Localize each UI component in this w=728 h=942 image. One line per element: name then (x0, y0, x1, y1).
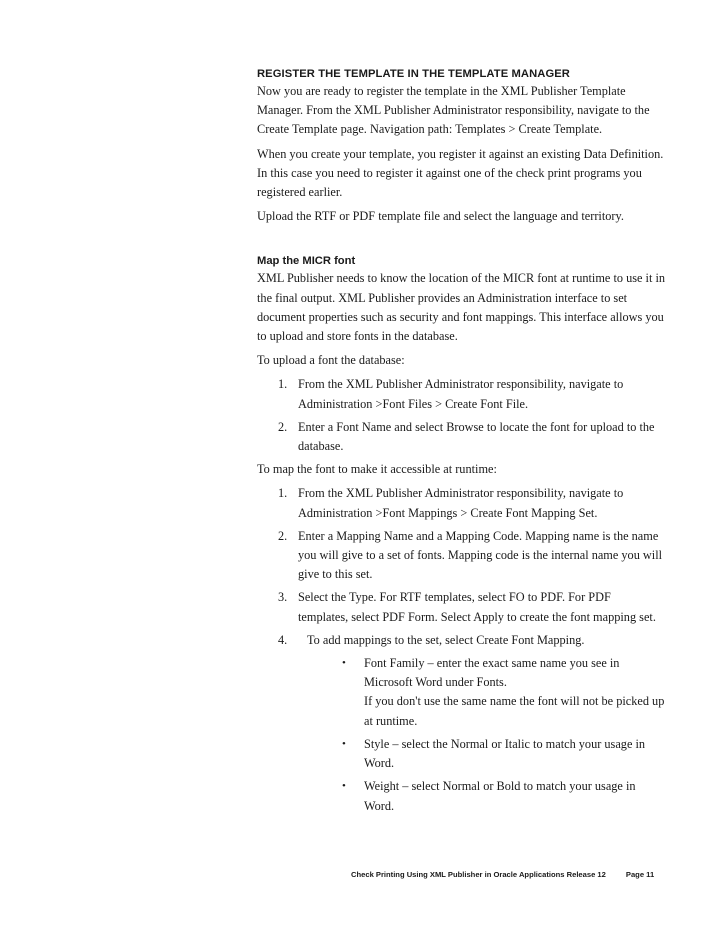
list-item (257, 777, 677, 815)
map-intro: To map the font to make it accessible at runtime: (257, 462, 497, 477)
footer-title: Check Printing Using XML Publisher in Oracle Applications Release 12 (351, 870, 606, 879)
list-item (257, 375, 677, 413)
text-line: Microsoft Word under Fonts. (364, 675, 507, 690)
page-footer (351, 870, 654, 879)
bullet-icon: • (342, 780, 346, 793)
section-heading-micr: Map the MICR font (257, 255, 356, 268)
upload-steps-list (257, 375, 677, 456)
step-number: 2. (278, 419, 288, 434)
text-line: Administration >Font Mappings > Create Font Mapping Set. (298, 505, 598, 520)
text-line: When you create your template, you register it against an existing Data Definition. (257, 146, 664, 161)
text-line: If you don't use the same name the font will not be picked up (364, 694, 665, 709)
text-line: Word. (364, 756, 395, 771)
micr-paragraph-1 (257, 269, 677, 346)
list-item (257, 588, 677, 626)
list-item (257, 484, 677, 522)
text-line: Select the Type. For RTF templates, select FO to PDF. For PDF (298, 590, 611, 605)
step-number: 3. (278, 590, 288, 605)
text-line: database. (298, 439, 344, 454)
text-line: the final output. XML Publisher provides an Administration interface to set (257, 290, 628, 305)
step-number: 4. (278, 632, 288, 647)
list-item (257, 654, 677, 731)
text-line: you will give to a set of fonts. Mapping code is the internal name you will (298, 548, 663, 563)
text-line: Enter a Mapping Name and a Mapping Code. Mapping name is the name (298, 528, 659, 543)
list-item (257, 527, 677, 585)
text-line: templates, select PDF Form. Select Apply to create the font mapping set. (298, 609, 656, 624)
list-item (257, 735, 677, 773)
text-line: registered earlier. (257, 185, 343, 200)
step-number: 1. (278, 486, 288, 501)
step-number: 2. (278, 528, 288, 543)
section-spacer (257, 231, 677, 253)
text-line: Enter a Font Name and select Browse to locate the font for upload to the (298, 419, 655, 434)
register-paragraph-2 (257, 145, 677, 203)
text-line: In this case you need to register it against one of the check print programs you (257, 165, 642, 180)
upload-intro: To upload a font the database: (257, 353, 405, 368)
section-heading-register: REGISTER THE TEMPLATE IN THE TEMPLATE MANAGER (257, 68, 570, 80)
text-line: at runtime. (364, 713, 418, 728)
text-line: Now you are ready to register the template in the XML Publisher Template (257, 84, 626, 98)
text-line: Manager. From the XML Publisher Administrator responsibility, navigate to the (257, 103, 650, 118)
text-line: To add mappings to the set, select Create Font Mapping. (307, 632, 585, 647)
map-steps-list (257, 484, 677, 650)
text-line: Weight – select Normal or Bold to match your usage in (364, 779, 636, 794)
text-line: Create Template page. Navigation path: Templates > Create Template. (257, 122, 603, 137)
list-item (257, 418, 677, 456)
text-line: From the XML Publisher Administrator responsibility, navigate to (298, 377, 624, 392)
list-item (257, 631, 677, 650)
bullet-icon: • (342, 657, 346, 670)
font-mapping-bullets (257, 654, 677, 816)
text-line: Word. (364, 798, 395, 813)
text-line: Administration >Font Files > Create Font File. (298, 396, 529, 411)
text-line: XML Publisher needs to know the location of the MICR font at runtime to use it in (257, 271, 666, 286)
step-number: 1. (278, 377, 288, 392)
text-line: Font Family – enter the exact same name you see in (364, 656, 620, 671)
text-line: From the XML Publisher Administrator responsibility, navigate to (298, 486, 624, 501)
text-line: document properties such as security and font mappings. This interface allows you (257, 309, 664, 324)
text-line: to upload and store fonts in the database. (257, 329, 458, 344)
bullet-icon: • (342, 737, 346, 750)
register-paragraph-1 (257, 82, 677, 140)
page-number: Page 11 (625, 870, 655, 879)
register-paragraph-3: Upload the RTF or PDF template file and select the language and territory. (257, 209, 624, 224)
page-content (257, 66, 677, 820)
text-line: give to this set. (298, 567, 373, 582)
text-line: Style – select the Normal or Italic to match your usage in (364, 736, 646, 751)
